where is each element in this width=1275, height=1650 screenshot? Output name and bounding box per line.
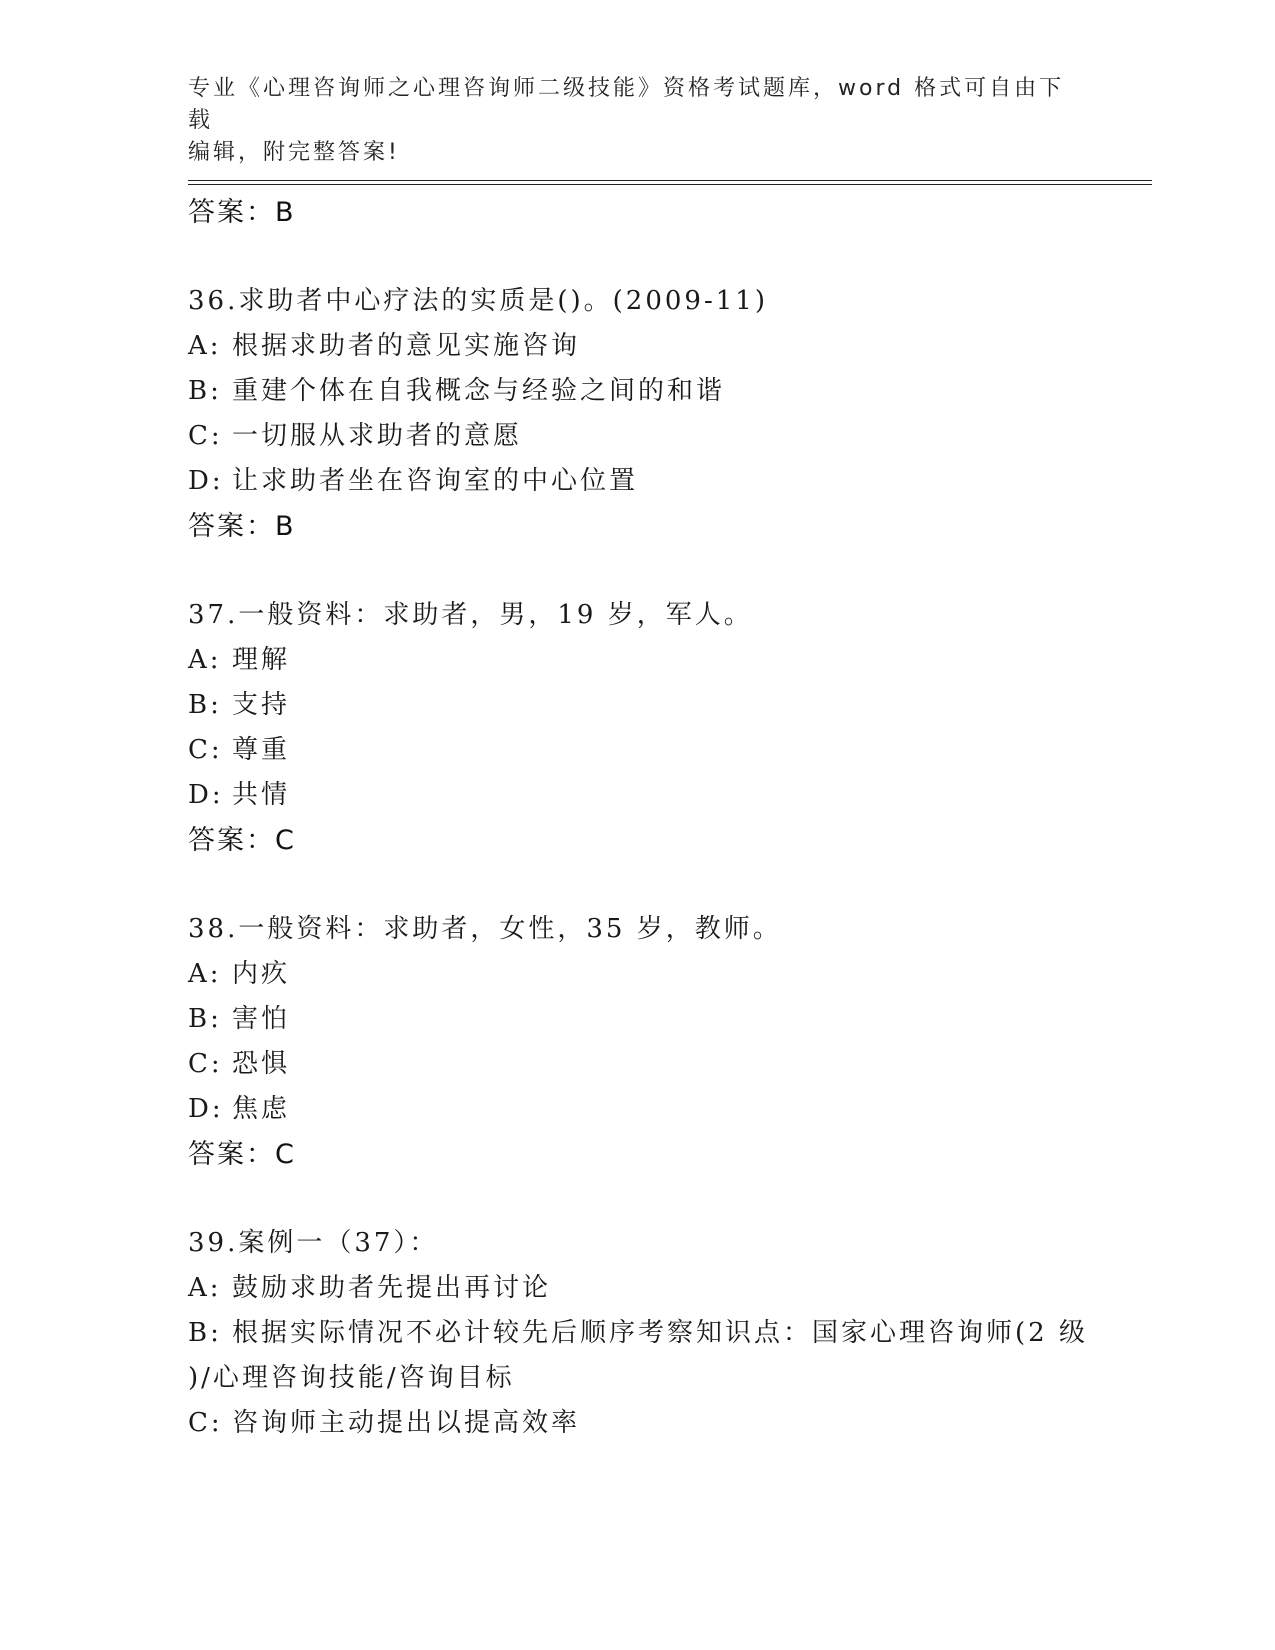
answer-label: 答案：C [188,825,296,856]
option-letter: B: [188,690,222,720]
option-letter: C: [188,1049,223,1079]
option-letter: D: [188,466,224,496]
option-letter: A: [188,1273,222,1303]
option-a [188,324,1138,369]
question-block [188,592,1138,864]
option-a [188,952,1138,997]
option-text: 一切服从求助者的意愿 [232,421,523,451]
option-c [188,414,1138,459]
question-stem: 38.一般资料：求助者，女性，35 岁，教师。 [188,914,782,944]
question-stem: 39.案例一（37）： [188,1228,439,1258]
option-text: 根据实际情况不必计较先后顺序考察知识点：国家心理咨询师(2 级 [232,1318,1088,1348]
option-b [188,683,1138,728]
spacer [188,1178,1138,1220]
option-text: 内疚 [232,959,291,989]
spacer [188,864,1138,906]
answer-label: 答案：B [188,197,296,228]
option-text: 尊重 [232,735,291,765]
option-text: 鼓励求助者先提出再讨论 [232,1273,552,1303]
option-letter: B: [188,376,222,406]
option-c [188,1042,1138,1087]
option-letter: B: [188,1318,222,1348]
option-letter: C: [188,421,223,451]
question-block [188,278,1138,550]
option-c [188,728,1138,773]
option-letter: A: [188,331,222,361]
option-letter: D: [188,1094,224,1124]
header-line-2: 编辑，附完整答案! [188,140,400,165]
question-list [188,190,1138,1446]
option-b [188,997,1138,1042]
option-text: 让求助者坐在咨询室的中心位置 [232,466,639,496]
option-letter: A: [188,959,222,989]
option-d [188,1087,1138,1132]
option-text: 焦虑 [232,1094,291,1124]
option-text: 重建个体在自我概念与经验之间的和谐 [232,376,726,406]
option-text: 理解 [232,645,291,675]
header-divider-top [188,180,1152,181]
spacer [188,236,1138,278]
option-b [188,369,1138,414]
option-letter: B: [188,1004,222,1034]
option-letter: C: [188,735,223,765]
option-b-continuation: )/心理咨询技能/咨询目标 [188,1363,515,1393]
question-block [188,1220,1138,1446]
header-divider-bottom [188,184,1152,185]
option-text: 咨询师主动提出以提高效率 [232,1408,581,1438]
option-text: 共情 [232,780,291,810]
question-stem: 36.求助者中心疗法的实质是()。(2009-11) [188,286,768,316]
option-b [188,1311,1138,1356]
option-c [188,1401,1138,1446]
answer-label: 答案：B [188,511,296,542]
option-d [188,459,1138,504]
option-a [188,638,1138,683]
option-letter: A: [188,645,222,675]
option-text: 害怕 [232,1004,291,1034]
option-a [188,1266,1138,1311]
document-header [188,73,1088,169]
option-text: 恐惧 [232,1049,291,1079]
header-line-1: 专业《心理咨询师之心理咨询师二级技能》资格考试题库，word 格式可自由下载 [188,76,1065,133]
option-letter: D: [188,780,224,810]
option-text: 支持 [232,690,291,720]
spacer [188,550,1138,592]
option-d [188,773,1138,818]
option-text: 根据求助者的意见实施咨询 [232,331,581,361]
option-letter: C: [188,1408,223,1438]
question-block [188,906,1138,1178]
question-stem: 37.一般资料：求助者，男，19 岁，军人。 [188,600,753,630]
answer-label: 答案：C [188,1139,296,1170]
